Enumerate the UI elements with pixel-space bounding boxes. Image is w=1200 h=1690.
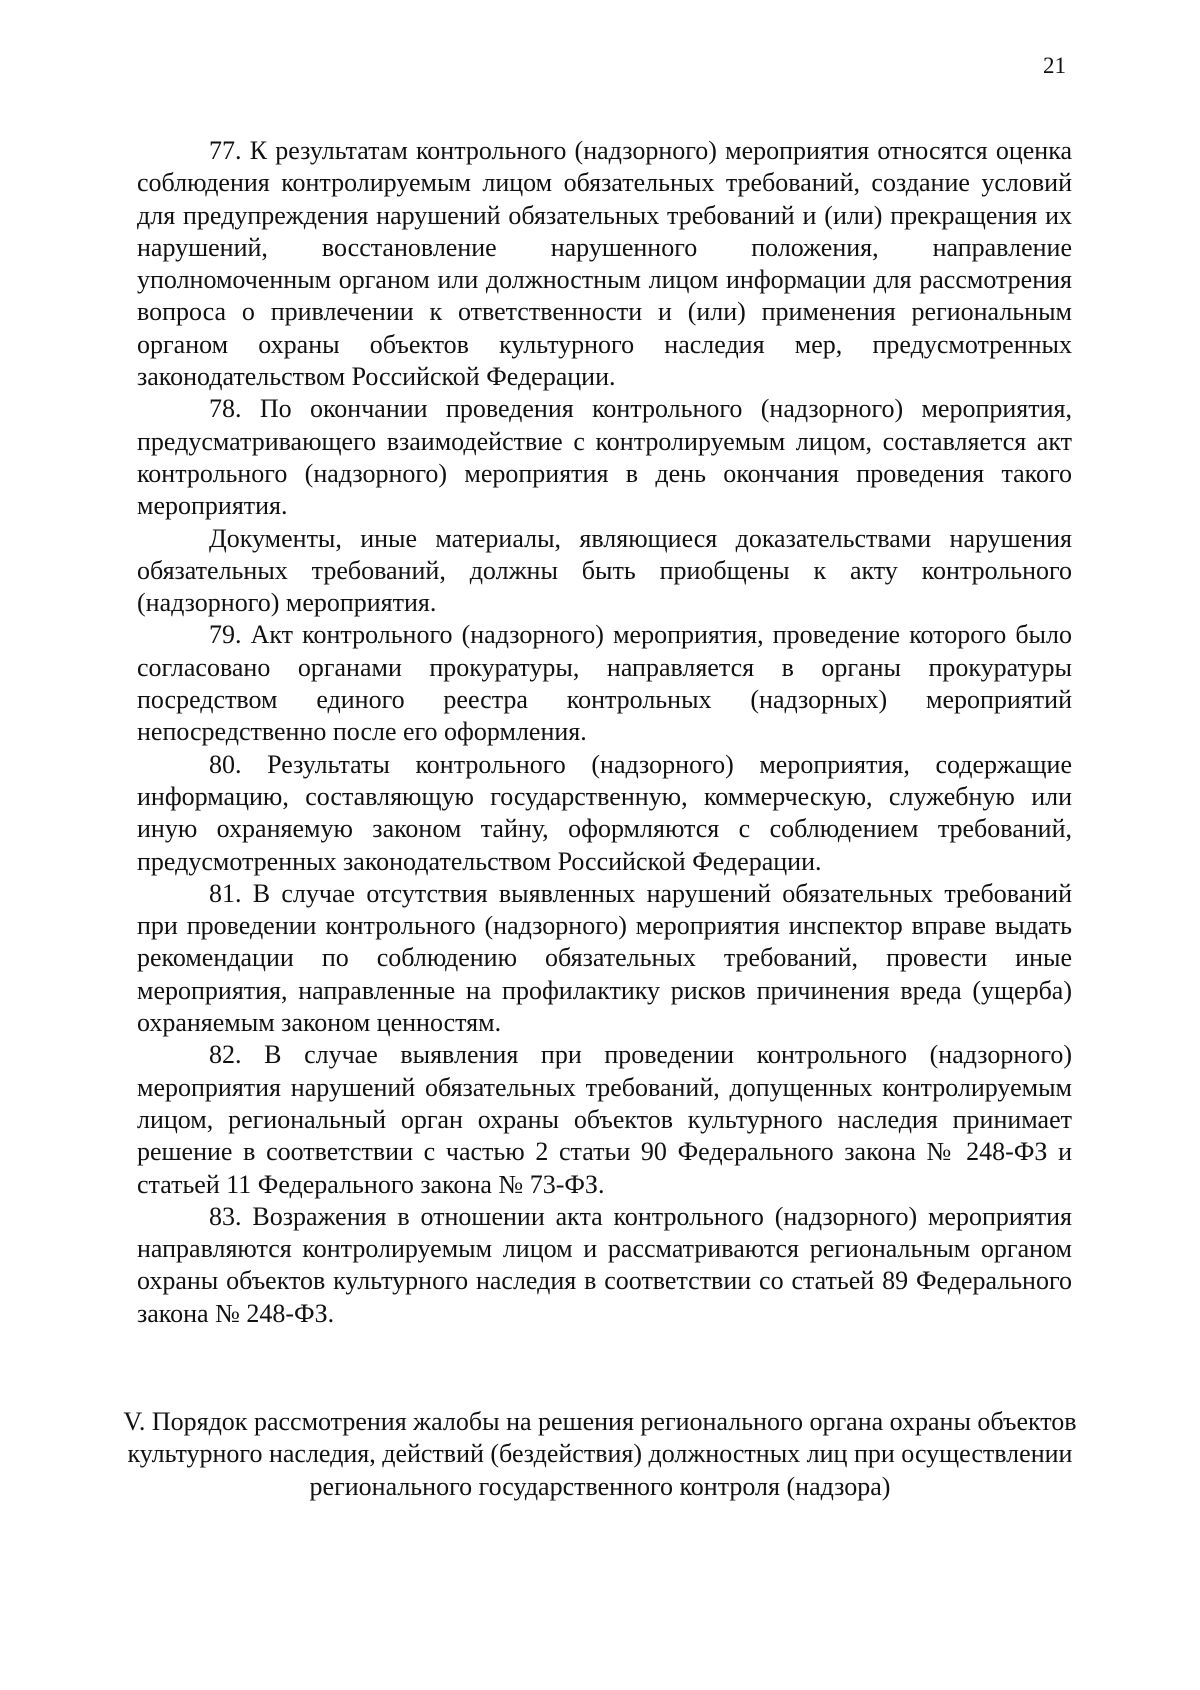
page-number: 21 (1043, 53, 1066, 78)
section-heading: V. Порядок рассмотрения жалобы на решения регионального органа охраны объектов культурного наследия, действий (бездействия) должностных лиц при осуществлении регионального государственного контроля (надзора) (123, 1407, 1077, 1501)
paragraph-81: 81. В случае отсутствия выявленных нарушений обязательных требований при проведении контрольного (надзорного) мероприятия инспектор вправе выдать рекомендации по соблюдению обязательных требований, провести иные мероприятия, направленные на профилактику рисков причинения вреда (ущерба) охраняемым законом ценностям. (137, 878, 1072, 1038)
paragraph-83: 83. Возражения в отношении акта контрольного (надзорного) мероприятия направляются контролируемым лицом и рассматриваются региональным органом охраны объектов культурного наследия в соответствии со статьей 89 Федерального закона № 248-ФЗ. (137, 1201, 1072, 1328)
paragraph-77: 77. К результатам контрольного (надзорного) мероприятия относятся оценка соблюдения контролируемым лицом обязательных требований, создание условий для предупреждения нарушений обязательных требований и (или) прекращения их нарушений, восстановление нарушенного положения, направление уполномоченным органом или должностным лицом информации для рассмотрения вопроса о привлечении к ответственности и (или) применения региональным органом охраны объектов культурного наследия мер, предусмотренных законодательством Российской Федерации. (137, 136, 1072, 392)
paragraph-documents: Документы, иные материалы, являющиеся доказательствами нарушения обязательных требований, должны быть приобщены к акту контрольного (надзорного) мероприятия. (137, 523, 1072, 618)
paragraph-79: 79. Акт контрольного (надзорного) мероприятия, проведение которого было согласовано органами прокуратуры, направляется в органы прокуратуры посредством единого реестра контрольных (надзорных) мероприятий непосредственно после его оформления. (137, 620, 1072, 747)
paragraph-78: 78. По окончании проведения контрольного (надзорного) мероприятия, предусматривающего взаимодействие с контролируемым лицом, составляется акт контрольного (надзорного) мероприятия в день окончания проведения такого мероприятия. (137, 394, 1072, 521)
paragraph-82: 82. В случае выявления при проведении контрольного (надзорного) мероприятия нарушений обязательных требований, допущенных контролируемым лицом, региональный орган охраны объектов культурного наследия принимает решение в соответствии с частью 2 статьи 90 Федерального закона № 248-ФЗ и статьей 11 Федерального закона № 73-ФЗ. (137, 1040, 1072, 1199)
document-body (137, 135, 1072, 1330)
paragraph-80: 80. Результаты контрольного (надзорного) мероприятия, содержащие информацию, составляющую государственную, коммерческую, служебную или иную охраняемую законом тайну, оформляются с соблюдением требований, предусмотренных законодательством Российской Федерации. (137, 749, 1072, 876)
